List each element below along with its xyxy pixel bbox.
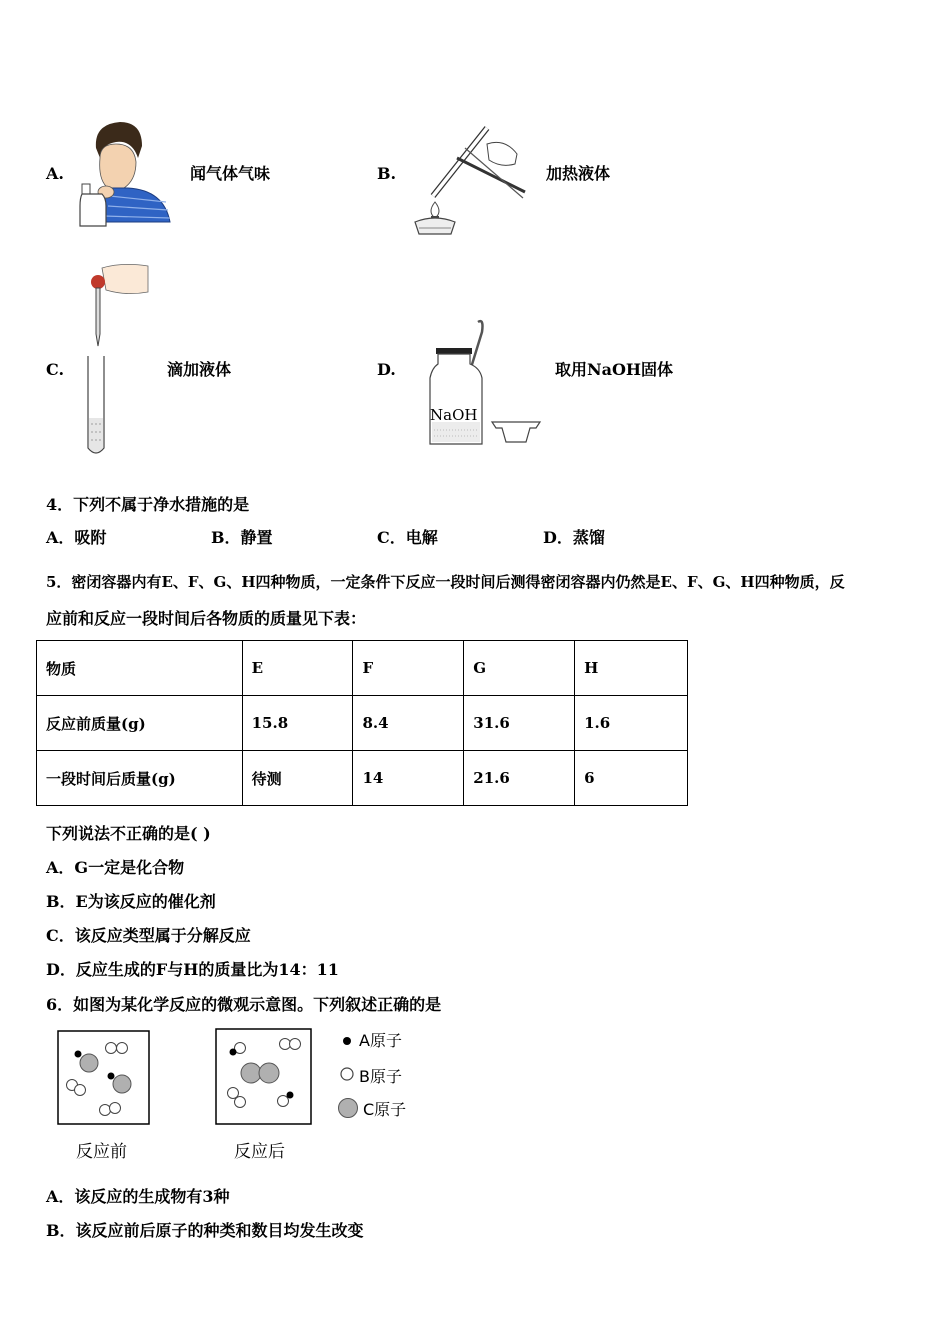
table-cell: 31.6 <box>464 696 575 751</box>
take-naoh-illustration <box>426 318 546 448</box>
table-row <box>37 696 688 751</box>
q6-option-b: B．该反应前后原子的种类和数目均发生改变 <box>46 1221 364 1240</box>
option-c-letter: C. <box>46 360 65 379</box>
heat-liquid-illustration <box>405 118 530 236</box>
q4-option-c: C．电解 <box>377 528 438 547</box>
q5-option-b: B．E为该反应的催化剂 <box>46 892 216 911</box>
table-cell: 21.6 <box>464 751 575 806</box>
table-cell: 6 <box>575 751 688 806</box>
q4-stem: 4．下列不属于净水措施的是 <box>46 495 250 514</box>
option-a-letter: A. <box>46 164 64 183</box>
q5-option-a: A．G一定是化合物 <box>46 858 185 877</box>
table-cell: 待测 <box>242 751 353 806</box>
q5-option-c: C．该反应类型属于分解反应 <box>46 926 251 945</box>
caption-after: 反应后 <box>234 1142 285 1162</box>
table-cell: E <box>242 641 353 696</box>
table-cell: G <box>464 641 575 696</box>
table-cell: 14 <box>353 751 464 806</box>
table-cell: F <box>353 641 464 696</box>
naoh-jar-label: NaOH <box>430 406 478 424</box>
caption-before: 反应前 <box>76 1142 127 1162</box>
q6-stem: 6．如图为某化学反应的微观示意图。下列叙述正确的是 <box>46 995 442 1014</box>
option-d-letter: D. <box>377 360 396 379</box>
legend-a-label: A原子 <box>359 1031 402 1050</box>
q4-option-b: B．静置 <box>211 528 273 547</box>
option-b-letter: B. <box>377 164 397 183</box>
option-a-text: 闻气体气味 <box>190 164 271 183</box>
legend-b-label: B原子 <box>359 1067 402 1086</box>
table-cell: 一段时间后质量(g) <box>37 751 243 806</box>
table-header-row <box>37 641 688 696</box>
legend-c-atom-icon <box>337 1097 359 1119</box>
table-cell: 8.4 <box>353 696 464 751</box>
before-reaction-box <box>57 1030 151 1126</box>
mass-table <box>36 640 688 806</box>
q5-option-d: D．反应生成的F与H的质量比为14：11 <box>46 960 339 979</box>
drop-liquid-illustration <box>82 262 154 458</box>
table-row <box>37 751 688 806</box>
table-cell: 反应前质量(g) <box>37 696 243 751</box>
after-reaction-box <box>215 1028 313 1126</box>
q5-stem-line1: 5．密闭容器内有E、F、G、H四种物质，一定条件下反应一段时间后测得密闭容器内仍然是E、F、G、H四种物质，反 <box>46 573 845 591</box>
q5-question: 下列说法不正确的是( ) <box>46 824 211 843</box>
option-d-text: 取用NaOH固体 <box>555 360 674 379</box>
table-cell: 物质 <box>37 641 243 696</box>
q5-stem-line2: 应前和反应一段时间后各物质的质量见下表： <box>46 609 367 628</box>
table-cell: 15.8 <box>242 696 353 751</box>
table-cell: H <box>575 641 688 696</box>
smell-gas-illustration <box>80 118 175 230</box>
legend-c-label: C原子 <box>363 1100 407 1119</box>
q4-option-a: A．吸附 <box>46 528 107 547</box>
table-cell: 1.6 <box>575 696 688 751</box>
legend-a-atom-icon <box>341 1035 353 1047</box>
q4-option-d: D．蒸馏 <box>543 528 605 547</box>
legend-b-atom-icon <box>339 1066 355 1082</box>
q6-option-a: A．该反应的生成物有3种 <box>46 1187 230 1206</box>
option-b-text: 加热液体 <box>546 164 611 183</box>
option-c-text: 滴加液体 <box>167 360 232 379</box>
